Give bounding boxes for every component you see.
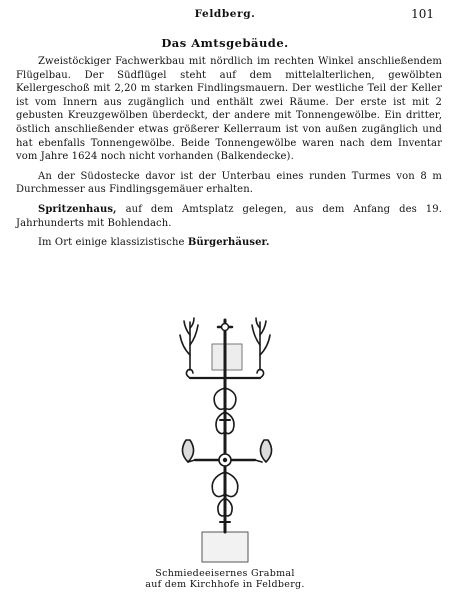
caption-line-2: auf dem Kirchhofe in Feldberg.: [145, 579, 305, 590]
body-text: [16, 55, 442, 256]
stone-pedestal: [202, 532, 248, 562]
running-title: Feldberg.: [194, 8, 256, 20]
name-plate: [212, 344, 242, 370]
spritzenhaus-text: auf dem Amtsplatz gelegen, aus dem Anfang des 19. Jahrhunderts mit Bohlendach.: [16, 203, 442, 229]
wrought-iron-grave-cross-illustration: [150, 300, 300, 565]
buergerhaeuser-text: Im Ort einige klassizistische: [38, 237, 188, 249]
running-head: [0, 8, 450, 22]
paragraph-amtsgebaeude: Zweistöckiger Fachwerkbau mit nördlich im rechten Winkel anschließendem Flügelbau. Der Südflügel steht auf dem mittelalterlichen, gewölbten Kellergeschoß mit 2,20 m starken Findlingsmauern. Der westliche Teil der Keller ist vom Innern aus zugänglich und enthält zwei Räume. Der erste ist mit 2 gebusten Kreuzgewölben überdeckt, der andere mit Tonnengewölbe. Ein dritter, östlich anschließender etwas größerer Kellerraum ist von außen zugänglich und hat ebenfalls Tonnengewölbe. Beide Tonnengewölbe waren nach dem Inventar vom Jahre 1624 noch nicht vorhanden (Balkendecke).: [16, 56, 442, 163]
section-heading: Das Amtsgebäude.: [161, 36, 289, 50]
caption-line-1: Schmiedeeisernes Grabmal: [155, 568, 295, 579]
buergerhaeuser-term: Bürgerhäuser.: [187, 237, 270, 249]
page-number: 101: [411, 7, 434, 21]
paragraph-turm: An der Südostecke davor ist der Unterbau eines runden Turmes von 8 m Durchmesser aus Findlingsgemäuer erhalten.: [16, 170, 442, 196]
figure-caption: [0, 568, 450, 590]
spritzenhaus-term: Spritzenhaus,: [38, 203, 117, 215]
paragraph-spritzenhaus: [16, 203, 442, 230]
paragraph-buergerhaeuser: [16, 236, 442, 250]
